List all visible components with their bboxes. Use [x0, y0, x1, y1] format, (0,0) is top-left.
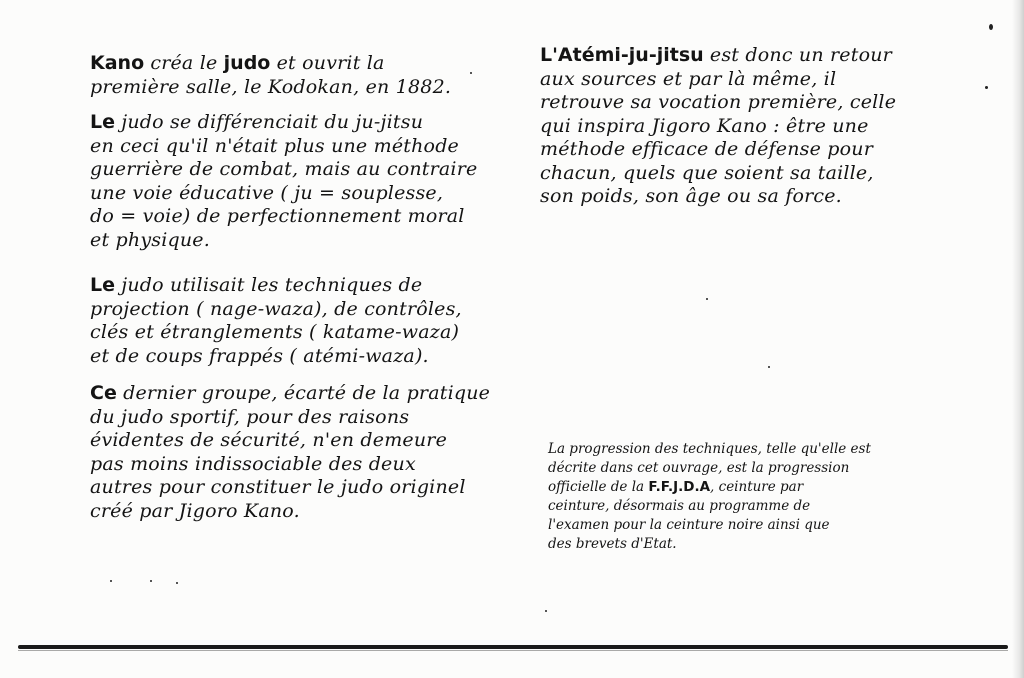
text-line: pas moins indissociable des deux: [90, 452, 416, 475]
text-line: une voie éducative ( ju = souplesse,: [90, 181, 444, 204]
text-line: évidentes de sécurité, n'en demeure: [90, 429, 448, 451]
paragraph-judo-techniques: [90, 274, 490, 368]
text-line: chacun, quels que soient sa taille,: [540, 161, 874, 184]
text-line: aux sources et par là même, il: [540, 67, 837, 90]
text-line: [548, 478, 928, 497]
text-segment: judo utilisait les techniques de: [115, 274, 423, 296]
bottom-divider-line: [18, 645, 1008, 649]
scan-speck: [989, 24, 993, 30]
left-column: [90, 52, 490, 535]
bold-word-kano: Kano: [90, 52, 145, 74]
text-line: du judo sportif, pour des raisons: [90, 405, 410, 428]
text-segment: officielle de la: [548, 479, 649, 495]
paragraph-atemi-jujitsu: [540, 44, 920, 209]
paragraph-judo-difference: [90, 111, 490, 252]
bold-term-ffjda: F.F.J.D.A: [648, 479, 711, 495]
text-segment: créa le: [144, 52, 224, 74]
text-line: do = voie) de perfectionnement moral: [90, 205, 465, 227]
scan-speck: [176, 582, 178, 584]
text-line: première salle, le Kodokan, en 1882.: [90, 75, 452, 98]
scan-speck: [985, 86, 988, 89]
text-line: [90, 382, 490, 406]
bold-initial: Le: [90, 274, 115, 296]
text-line: créé par Jigoro Kano.: [90, 499, 300, 522]
progression-note: [548, 440, 928, 554]
text-line: ceinture, désormais au programme de: [548, 498, 811, 514]
text-line: en ceci qu'il n'était plus une méthode: [90, 134, 459, 157]
paragraph-kano-intro: [90, 52, 490, 99]
scan-speck: [706, 298, 708, 300]
text-line: l'examen pour la ceinture noire ainsi que: [548, 517, 830, 533]
text-line: [90, 274, 490, 298]
scan-speck: [768, 366, 770, 368]
text-line: autres pour constituer le judo originel: [90, 476, 466, 498]
text-line: guerrière de combat, mais au contraire: [90, 158, 478, 180]
text-line: des brevets d'Etat.: [548, 536, 677, 552]
text-segment: , ceinture par: [710, 479, 804, 495]
text-line: et de coups frappés ( atémi-waza).: [90, 344, 429, 367]
text-line: [90, 52, 490, 76]
scan-speck: [470, 72, 472, 74]
scan-speck: [545, 610, 547, 612]
text-line: décrite dans cet ouvrage, est la progression: [548, 460, 850, 476]
bold-initial: Ce: [90, 382, 117, 404]
text-line: La progression des techniques, telle qu'elle est: [548, 441, 871, 457]
right-column: [540, 44, 920, 221]
text-line: clés et étranglements ( katame-waza): [90, 321, 460, 343]
text-line: et physique.: [90, 228, 210, 251]
bold-term-atemi-jujitsu: L'Atémi-ju-jitsu: [540, 44, 704, 66]
text-line: qui inspira Jigoro Kano : être une: [540, 114, 869, 137]
text-line: [540, 44, 920, 68]
text-line: [90, 111, 490, 135]
bottom-divider-shadow: [18, 650, 1008, 651]
text-segment: judo se différenciait du ju-jitsu: [115, 111, 424, 133]
bold-word-judo: judo: [223, 52, 271, 74]
text-segment: est donc un retour: [703, 44, 892, 66]
text-line: retrouve sa vocation première, celle: [540, 91, 897, 113]
text-line: méthode efficace de défense pour: [540, 138, 874, 160]
text-segment: dernier groupe, écarté de la pratique: [116, 382, 491, 404]
text-line: projection ( nage-waza), de contrôles,: [90, 297, 462, 320]
page-edge-shadow: [1012, 0, 1024, 678]
scan-speck: [150, 580, 152, 582]
text-segment: et ouvrit la: [270, 52, 385, 74]
paragraph-last-group: [90, 382, 490, 523]
scan-speck: [110, 580, 112, 582]
bold-initial: Le: [90, 111, 115, 133]
text-line: son poids, son âge ou sa force.: [540, 185, 842, 207]
